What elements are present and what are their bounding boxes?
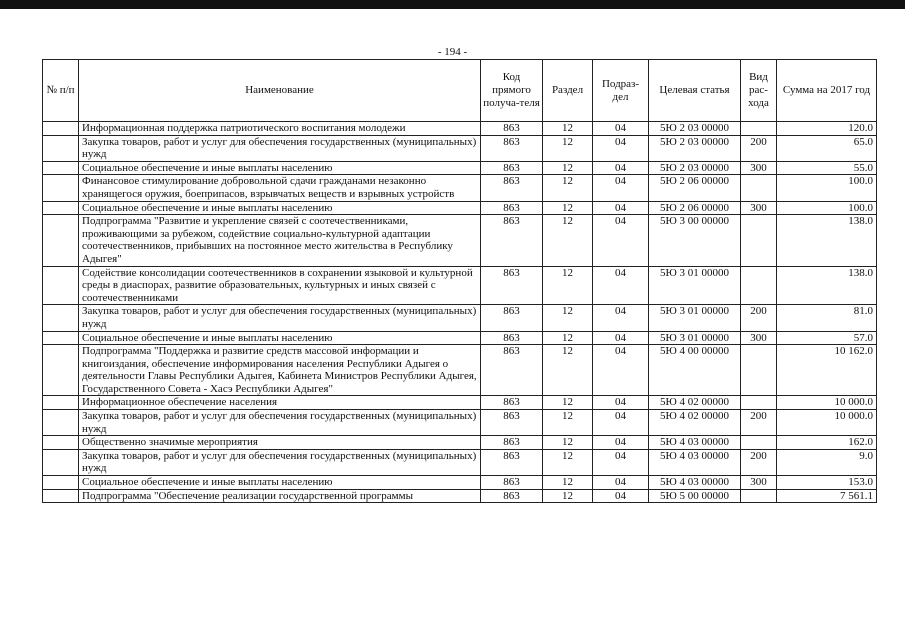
cell-target: 5Ю 2 03 00000 xyxy=(649,161,741,175)
cell-name: Информационная поддержка патриотического воспитания молодежи xyxy=(79,122,481,136)
cell-expense-type: 200 xyxy=(741,410,777,436)
cell-section: 12 xyxy=(543,476,593,490)
cell-num xyxy=(43,135,79,161)
cell-expense-type xyxy=(741,489,777,503)
table-row xyxy=(43,436,877,450)
cell-section: 12 xyxy=(543,215,593,266)
cell-expense-type xyxy=(741,396,777,410)
cell-target: 5Ю 3 01 00000 xyxy=(649,305,741,331)
table-header-row xyxy=(43,60,877,122)
cell-section: 12 xyxy=(543,410,593,436)
cell-subsection: 04 xyxy=(593,331,649,345)
cell-name: Закупка товаров, работ и услуг для обеспечения государственных (муниципальных) нужд xyxy=(79,305,481,331)
cell-name: Социальное обеспечение и иные выплаты населению xyxy=(79,331,481,345)
cell-target: 5Ю 2 03 00000 xyxy=(649,122,741,136)
table-row xyxy=(43,135,877,161)
cell-code: 863 xyxy=(481,436,543,450)
cell-expense-type: 300 xyxy=(741,476,777,490)
cell-num xyxy=(43,122,79,136)
cell-subsection: 04 xyxy=(593,175,649,201)
cell-amount: 65.0 xyxy=(777,135,877,161)
cell-num xyxy=(43,175,79,201)
cell-subsection: 04 xyxy=(593,476,649,490)
cell-code: 863 xyxy=(481,489,543,503)
cell-num xyxy=(43,201,79,215)
cell-num xyxy=(43,436,79,450)
table-row xyxy=(43,305,877,331)
cell-expense-type: 300 xyxy=(741,201,777,215)
header-section: Раздел xyxy=(543,60,593,122)
cell-amount: 7 561.1 xyxy=(777,489,877,503)
page-number: - 194 - xyxy=(437,46,468,58)
cell-subsection: 04 xyxy=(593,215,649,266)
cell-subsection: 04 xyxy=(593,266,649,305)
cell-expense-type xyxy=(741,215,777,266)
cell-target: 5Ю 4 03 00000 xyxy=(649,449,741,475)
cell-subsection: 04 xyxy=(593,436,649,450)
cell-target: 5Ю 2 06 00000 xyxy=(649,201,741,215)
cell-name: Социальное обеспечение и иные выплаты населению xyxy=(79,201,481,215)
cell-subsection: 04 xyxy=(593,122,649,136)
cell-section: 12 xyxy=(543,266,593,305)
cell-amount: 100.0 xyxy=(777,175,877,201)
cell-name: Содействие консолидации соотечественников в сохранении языковой и культурной среды в диаспорах, развитие образовательных, культурных и иных связей с соотечественниками xyxy=(79,266,481,305)
table-row xyxy=(43,345,877,396)
cell-amount: 55.0 xyxy=(777,161,877,175)
cell-code: 863 xyxy=(481,135,543,161)
cell-num xyxy=(43,396,79,410)
table-row xyxy=(43,161,877,175)
cell-num xyxy=(43,345,79,396)
table-row xyxy=(43,449,877,475)
cell-expense-type: 200 xyxy=(741,449,777,475)
cell-num xyxy=(43,449,79,475)
cell-section: 12 xyxy=(543,331,593,345)
cell-subsection: 04 xyxy=(593,396,649,410)
cell-name: Подпрограмма "Развитие и укрепление связей с соотечественниками, проживающими за рубежом, содействие социально-культурной адаптации соотечественников, прибывших на постоянное место жительства в Республику Адыгея" xyxy=(79,215,481,266)
cell-num xyxy=(43,266,79,305)
cell-amount: 10 000.0 xyxy=(777,396,877,410)
table-row xyxy=(43,489,877,503)
cell-code: 863 xyxy=(481,175,543,201)
cell-num xyxy=(43,489,79,503)
cell-name: Информационное обеспечение населения xyxy=(79,396,481,410)
cell-target: 5Ю 4 03 00000 xyxy=(649,436,741,450)
header-name: Наименование xyxy=(79,60,481,122)
cell-amount: 9.0 xyxy=(777,449,877,475)
cell-code: 863 xyxy=(481,331,543,345)
table-row xyxy=(43,175,877,201)
cell-section: 12 xyxy=(543,436,593,450)
cell-name: Закупка товаров, работ и услуг для обеспечения государственных (муниципальных) нужд xyxy=(79,449,481,475)
cell-amount: 57.0 xyxy=(777,331,877,345)
scan-top-border xyxy=(0,0,905,9)
table-row xyxy=(43,396,877,410)
cell-subsection: 04 xyxy=(593,201,649,215)
cell-target: 5Ю 5 00 00000 xyxy=(649,489,741,503)
table-row xyxy=(43,410,877,436)
header-code: Код прямого получа-теля xyxy=(481,60,543,122)
cell-amount: 138.0 xyxy=(777,266,877,305)
cell-code: 863 xyxy=(481,266,543,305)
cell-subsection: 04 xyxy=(593,161,649,175)
cell-name: Подпрограмма "Обеспечение реализации государственной программы xyxy=(79,489,481,503)
cell-expense-type: 300 xyxy=(741,161,777,175)
cell-expense-type xyxy=(741,266,777,305)
cell-target: 5Ю 4 02 00000 xyxy=(649,396,741,410)
cell-code: 863 xyxy=(481,161,543,175)
cell-amount: 100.0 xyxy=(777,201,877,215)
cell-section: 12 xyxy=(543,135,593,161)
cell-num xyxy=(43,476,79,490)
cell-num xyxy=(43,161,79,175)
cell-expense-type xyxy=(741,436,777,450)
cell-amount: 120.0 xyxy=(777,122,877,136)
cell-expense-type: 200 xyxy=(741,305,777,331)
cell-subsection: 04 xyxy=(593,305,649,331)
cell-subsection: 04 xyxy=(593,135,649,161)
header-target: Целевая статья xyxy=(649,60,741,122)
budget-table xyxy=(42,59,877,503)
cell-target: 5Ю 3 01 00000 xyxy=(649,266,741,305)
cell-amount: 10 000.0 xyxy=(777,410,877,436)
cell-target: 5Ю 2 03 00000 xyxy=(649,135,741,161)
cell-target: 5Ю 4 02 00000 xyxy=(649,410,741,436)
cell-subsection: 04 xyxy=(593,345,649,396)
cell-section: 12 xyxy=(543,175,593,201)
cell-target: 5Ю 3 01 00000 xyxy=(649,331,741,345)
table-body xyxy=(43,122,877,503)
cell-target: 5Ю 2 06 00000 xyxy=(649,175,741,201)
cell-subsection: 04 xyxy=(593,410,649,436)
cell-target: 5Ю 3 00 00000 xyxy=(649,215,741,266)
cell-target: 5Ю 4 03 00000 xyxy=(649,476,741,490)
cell-code: 863 xyxy=(481,396,543,410)
cell-code: 863 xyxy=(481,122,543,136)
header-expense-type: Вид рас-хода xyxy=(741,60,777,122)
cell-code: 863 xyxy=(481,449,543,475)
cell-name: Подпрограмма "Поддержка и развитие средств массовой информации и книгоиздания, обеспечение информирования населения Республики Адыгея о деятельности Главы Республики Адыгея, Кабинета Министров Республики Адыгея, Государственного Совета - Хасэ Республики Адыгея" xyxy=(79,345,481,396)
cell-name: Социальное обеспечение и иные выплаты населению xyxy=(79,161,481,175)
cell-name: Закупка товаров, работ и услуг для обеспечения государственных (муниципальных) нужд xyxy=(79,135,481,161)
cell-name: Социальное обеспечение и иные выплаты населению xyxy=(79,476,481,490)
cell-section: 12 xyxy=(543,489,593,503)
cell-code: 863 xyxy=(481,476,543,490)
cell-code: 863 xyxy=(481,345,543,396)
cell-name: Финансовое стимулирование добровольной сдачи гражданами незаконно хранящегося оружия, боеприпасов, взрывчатых веществ и взрывных устройств xyxy=(79,175,481,201)
cell-section: 12 xyxy=(543,161,593,175)
cell-amount: 162.0 xyxy=(777,436,877,450)
cell-expense-type xyxy=(741,122,777,136)
header-amount: Сумма на 2017 год xyxy=(777,60,877,122)
cell-section: 12 xyxy=(543,396,593,410)
cell-name: Закупка товаров, работ и услуг для обеспечения государственных (муниципальных) нужд xyxy=(79,410,481,436)
cell-num xyxy=(43,305,79,331)
cell-section: 12 xyxy=(543,122,593,136)
cell-code: 863 xyxy=(481,201,543,215)
cell-expense-type xyxy=(741,175,777,201)
cell-code: 863 xyxy=(481,410,543,436)
cell-expense-type: 200 xyxy=(741,135,777,161)
table-row xyxy=(43,266,877,305)
cell-subsection: 04 xyxy=(593,489,649,503)
cell-amount: 10 162.0 xyxy=(777,345,877,396)
cell-num xyxy=(43,215,79,266)
table-row xyxy=(43,215,877,266)
cell-section: 12 xyxy=(543,201,593,215)
cell-target: 5Ю 4 00 00000 xyxy=(649,345,741,396)
cell-num xyxy=(43,331,79,345)
cell-subsection: 04 xyxy=(593,449,649,475)
table-row xyxy=(43,476,877,490)
header-subsection: Подраз-дел xyxy=(593,60,649,122)
table-row xyxy=(43,331,877,345)
cell-num xyxy=(43,410,79,436)
cell-amount: 153.0 xyxy=(777,476,877,490)
cell-amount: 138.0 xyxy=(777,215,877,266)
cell-code: 863 xyxy=(481,215,543,266)
cell-expense-type xyxy=(741,345,777,396)
cell-name: Общественно значимые мероприятия xyxy=(79,436,481,450)
cell-section: 12 xyxy=(543,449,593,475)
cell-section: 12 xyxy=(543,345,593,396)
cell-expense-type: 300 xyxy=(741,331,777,345)
header-num: № п/п xyxy=(43,60,79,122)
cell-section: 12 xyxy=(543,305,593,331)
table-row xyxy=(43,122,877,136)
table-row xyxy=(43,201,877,215)
cell-code: 863 xyxy=(481,305,543,331)
cell-amount: 81.0 xyxy=(777,305,877,331)
